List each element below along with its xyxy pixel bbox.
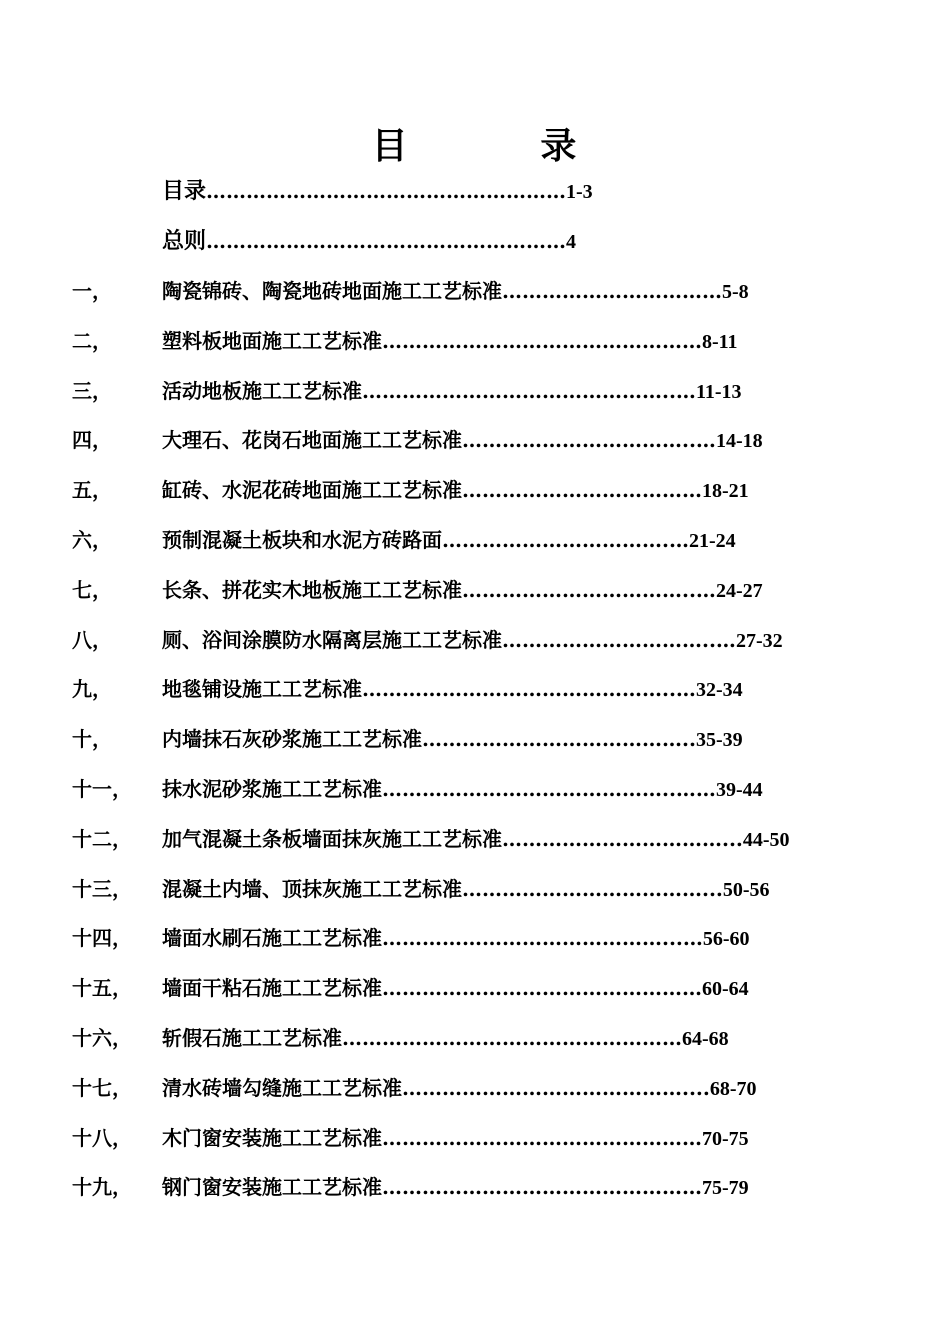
toc-entry-number: 二， xyxy=(72,329,112,353)
toc-entry-text: 木门窗安装施工工艺标准 xyxy=(162,1126,382,1150)
toc-leader: …………………………… xyxy=(502,279,722,303)
toc-leader: ……………………………………………… xyxy=(206,179,567,203)
toc-entry-text: 大理石、花岗石地面施工工艺标准 xyxy=(162,428,462,452)
toc-entry-number: 四， xyxy=(72,428,112,452)
toc-leader: ……………………………… xyxy=(462,478,702,502)
toc-entry-number: 一， xyxy=(72,279,112,303)
toc-page-range: 4 xyxy=(566,231,577,253)
toc-entry[interactable] xyxy=(162,776,763,803)
toc-entry-number: 十八， xyxy=(72,1126,132,1150)
toc-leader: ………………………………………… xyxy=(382,976,702,1000)
toc-leader: …………………………..… xyxy=(502,628,736,652)
toc-entry-general[interactable] xyxy=(162,228,576,255)
toc-leader: ………………………………... xyxy=(462,877,723,901)
toc-leader: ………………………………………..… xyxy=(362,677,696,701)
toc-leader: ……………………………………..…… xyxy=(382,777,716,801)
toc-page-range: 75-79 xyxy=(702,1177,749,1199)
toc-entry-number: 十三， xyxy=(72,877,132,901)
toc-entry-text: 斩假石施工工艺标准 xyxy=(162,1026,342,1050)
toc-entry[interactable] xyxy=(162,527,736,554)
toc-page-range: 14-18 xyxy=(715,430,763,452)
page-title: 目 录 xyxy=(371,126,579,167)
toc-entry-number: 九， xyxy=(72,677,112,701)
toc-entry-number: 十九， xyxy=(72,1175,132,1199)
toc-entry-text: 地毯铺设施工工艺标准 xyxy=(162,677,362,701)
toc-page-range: 60-64 xyxy=(702,978,749,1000)
toc-entry-number: 十一， xyxy=(72,777,132,801)
toc-leader: ………………………………………..… xyxy=(362,379,696,403)
toc-page-range: 70-75 xyxy=(702,1128,749,1150)
toc-page-range: 1-3 xyxy=(566,181,593,203)
toc-page-range: 68-70 xyxy=(709,1078,757,1100)
toc-entry-text: 加气混凝土条板墙面抹灰施工工艺标准 xyxy=(162,827,502,851)
toc-leader: ………………………………………… xyxy=(382,1126,702,1150)
toc-entry-text: 内墙抹石灰砂浆施工工艺标准 xyxy=(162,727,422,751)
toc-entry[interactable] xyxy=(162,577,763,604)
toc-leader: ………………………………….. xyxy=(422,727,696,751)
toc-leader: ………………………………………… xyxy=(382,1175,702,1199)
toc-page-range: 24-27 xyxy=(715,580,763,602)
toc-page-range: 27-32 xyxy=(735,630,783,652)
toc-entry-number: 七， xyxy=(72,578,112,602)
toc-entry[interactable] xyxy=(162,676,743,703)
toc-page-range: 8-11 xyxy=(702,331,738,353)
toc-entry[interactable] xyxy=(162,1125,749,1152)
toc-entry[interactable] xyxy=(162,477,749,504)
toc-leader: ……………………………..… xyxy=(462,578,716,602)
toc-leader: …………………………….… xyxy=(442,528,689,552)
toc-entry-text: 混凝土内墙、顶抹灰施工工艺标准 xyxy=(162,877,462,901)
toc-entry[interactable] xyxy=(162,826,790,853)
toc-entry[interactable] xyxy=(162,278,749,305)
toc-page-range: 64-68 xyxy=(682,1028,729,1050)
toc-entry-number: 十， xyxy=(72,727,112,751)
toc-entry-text: 活动地板施工工艺标准 xyxy=(162,379,362,403)
toc-leader: ………………………………………… xyxy=(382,329,702,353)
toc-leader: ……………………………………...… xyxy=(382,926,703,950)
toc-entry[interactable] xyxy=(162,975,749,1002)
toc-page-range: 32-34 xyxy=(695,679,743,701)
toc-page-range: 39-44 xyxy=(715,779,763,801)
toc-entry-number: 八， xyxy=(72,628,112,652)
toc-entry[interactable] xyxy=(162,925,750,952)
toc-entry[interactable] xyxy=(162,378,742,405)
toc-entry-number: 三， xyxy=(72,379,112,403)
toc-page-range: 56-60 xyxy=(702,928,750,950)
toc-entry-text: 目录 xyxy=(162,179,207,204)
toc-entry-text: 抹水泥砂浆施工工艺标准 xyxy=(162,777,382,801)
toc-entry[interactable] xyxy=(162,726,743,753)
toc-leader: …………………………………….... xyxy=(402,1076,710,1100)
toc-entry-text: 墙面水刷石施工工艺标准 xyxy=(162,926,382,950)
toc-page-range: 35-39 xyxy=(695,729,743,751)
toc-page-range: 44-50 xyxy=(742,829,790,851)
toc-page-range: 18-21 xyxy=(702,480,749,502)
toc-leader: …………………………………………… xyxy=(342,1026,682,1050)
toc-page-range: 11-13 xyxy=(695,381,742,403)
toc-entry-text: 墙面干粘石施工工艺标准 xyxy=(162,976,382,1000)
toc-entry-number: 十七， xyxy=(72,1076,132,1100)
toc-page-range: 50-56 xyxy=(722,879,770,901)
toc-entry-number: 五， xyxy=(72,478,112,502)
toc-entry[interactable] xyxy=(162,627,783,654)
toc-entry-number: 十五， xyxy=(72,976,132,1000)
toc-entry[interactable] xyxy=(162,1075,757,1102)
toc-entry-text: 预制混凝土板块和水泥方砖路面 xyxy=(162,528,442,552)
toc-entry[interactable] xyxy=(162,1025,729,1052)
toc-entry-text: 厕、浴间涂膜防水隔离层施工工艺标准 xyxy=(162,628,502,652)
toc-entry-text: 缸砖、水泥花砖地面施工工艺标准 xyxy=(162,478,462,502)
toc-entry[interactable] xyxy=(162,876,770,903)
toc-entry-contents[interactable] xyxy=(162,178,593,205)
toc-entry[interactable] xyxy=(162,328,738,355)
toc-leader: ……………………………... xyxy=(502,827,743,851)
toc-leader: ……………………………………………… xyxy=(206,229,567,253)
toc-entry[interactable] xyxy=(162,1174,749,1201)
toc-entry-text: 钢门窗安装施工工艺标准 xyxy=(162,1175,382,1199)
toc-page-range: 21-24 xyxy=(688,530,736,552)
toc-entry-text: 长条、拼花实木地板施工工艺标准 xyxy=(162,578,462,602)
toc-entry-number: 十六， xyxy=(72,1026,132,1050)
toc-entry[interactable] xyxy=(162,427,763,454)
toc-leader: ……………………………..… xyxy=(462,428,716,452)
toc-entry-text: 清水砖墙勾缝施工工艺标准 xyxy=(162,1076,402,1100)
toc-entry-number: 十四， xyxy=(72,926,132,950)
toc-entry-number: 六， xyxy=(72,528,112,552)
toc-entry-text: 总则 xyxy=(162,229,207,254)
toc-entry-text: 塑料板地面施工工艺标准 xyxy=(162,329,382,353)
toc-page-range: 5-8 xyxy=(722,281,749,303)
toc-entry-number: 十二， xyxy=(72,827,132,851)
toc-entry-text: 陶瓷锦砖、陶瓷地砖地面施工工艺标准 xyxy=(162,279,502,303)
